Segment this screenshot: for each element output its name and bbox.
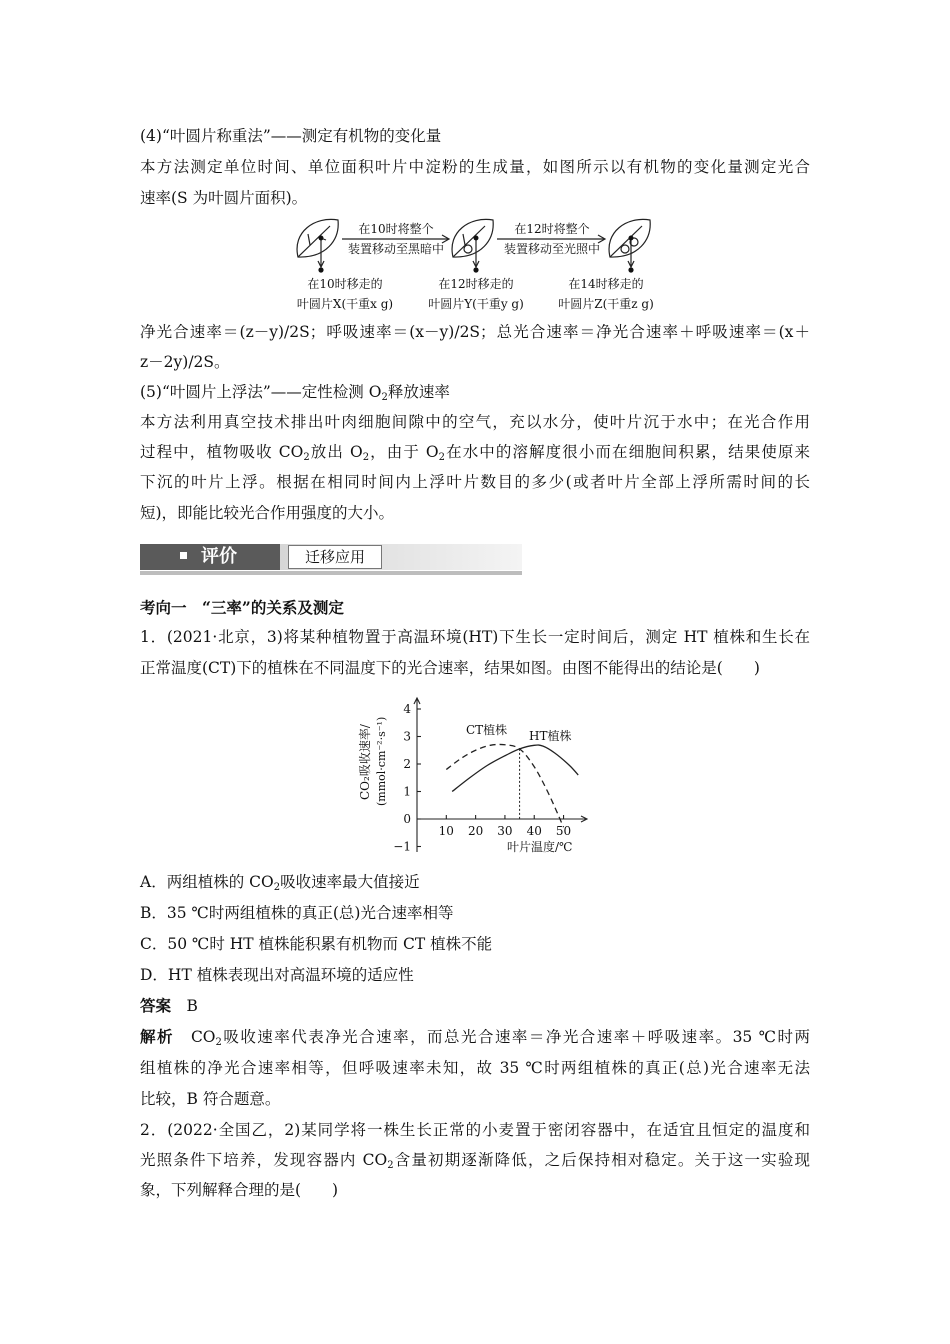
q1-analysis-line3: 比较，B 符合题意。 [140,1090,281,1108]
leaf-disc-diagram [290,212,670,315]
banner-left: 评价 [140,544,280,570]
leaf-1-icon [297,219,338,257]
leaf3-label-line2: 叶圆片Z(干重z g) [558,297,654,311]
leaf-2-icon [452,219,493,257]
section5-paragraph-line3: 下沉的叶片上浮。根据在相同时间内上浮叶片数目的多少(或者叶片全部上浮所需时间的长 [140,473,810,491]
y-tick-label: 2 [403,757,411,771]
q2-stem-line2: 光照条件下培养，发现容器内 $CO_2$含量初期逐渐降低，之后保持相对稳定。关于这一实验现 [140,1151,810,1171]
x-tick-label: 50 [555,824,572,838]
answer-value: B [186,997,198,1015]
legend-ct: CT植株 [466,723,508,737]
y-tick-label: 1 [403,784,411,799]
section5-paragraph-line2: 过程中，植物吸收 $CO_2$放出 $O_2$，由于 $O_2$在水中的溶解度很小而在细胞间积累，结果使原来 [140,443,811,463]
leaf1-label-line1: 在10时移走的 [307,277,383,291]
formula-line1: 净光合速率＝(z－y)/2S；呼吸速率＝(x－y)/2S；总光合速率＝净光合速率＋呼吸速率＝(x＋ [140,323,810,341]
x-tick-label: 20 [467,824,484,838]
y-tick-label: 4 [403,702,411,716]
topic-heading: 考向一 “三率”的关系及测定 [140,598,344,617]
leaf2-label-line1: 在12时移走的 [438,277,514,291]
y-tick-label: 3 [403,729,411,744]
formula-line2: z－2y)/2S。 [140,353,230,371]
arrow2-top-label: 在12时将整个 [514,222,590,236]
x-tick-label: 30 [497,824,513,838]
q1-analysis-line1: 解析 $CO_2$吸收速率代表净光合速率，而总光合速率＝净光合速率＋呼吸速率。35 ℃时两 [140,1027,810,1048]
q2-stem-line1: 2．(2022·全国乙，2)某同学将一株生长正常的小麦置于密闭容器中，在适宜且恒定的温度和 [140,1121,810,1139]
section5-paragraph-line4: 短)，即能比较光合作用强度的大小。 [140,504,395,522]
x-tick-label: 10 [438,824,454,838]
leaf1-label-line2: 叶圆片X(干重x g) [296,297,394,311]
square-icon [180,552,187,559]
y-axis-label-unit: (mmol·cm⁻²·s⁻¹) [375,716,388,806]
q1-option-a: A．两组植株的 $CO_2$吸收速率最大值接近 [140,873,420,893]
y-axis-label-main: CO₂吸收速率/ [358,724,372,800]
arrow1-top-label: 在10时将整个 [358,222,434,236]
arrow1-bottom-label: 装置移动至黑暗中 [347,242,445,256]
leaf2-label-line2: 叶圆片Y(干重y g) [428,297,524,311]
leaf3-label-line1: 在14时移走的 [568,277,644,291]
legend-ht: HT植株 [529,729,572,743]
arrow2-bottom-label: 装置移动至光照中 [503,242,601,256]
q1-option-d: D．HT 植株表现出对高温环境的适应性 [140,966,414,984]
x-axis-label: 叶片温度/℃ [507,840,573,854]
y-tick-label: −1 [393,839,411,854]
section-banner [140,540,522,576]
q1-stem-line1: 1．(2021·北京，3)将某种植物置于高温环境(HT)下生长一定时间后，测定 HT 植株和生长在 [140,628,810,646]
q2-stem-line3: 象，下列解释合理的是( ) [140,1181,339,1199]
q1-option-c: C．50 ℃时 HT 植株能积累有机物而 CT 植株不能 [140,935,493,953]
q1-answer [140,996,198,1016]
answer-label: 答案 [140,996,172,1015]
section5-heading: (5)“叶圆片上浮法”——定性检测 $O_2$释放速率 [140,383,450,403]
series-line-ct [446,744,563,827]
section4-heading: (4)“叶圆片称重法”——测定有机物的变化量 [140,127,442,145]
section4-paragraph-line2: 速率(S 为叶圆片面积)。 [140,189,308,207]
section4-paragraph-line1: 本方法测定单位时间、单位面积叶片中淀粉的生成量，如图所示以有机物的变化量测定光合 [140,158,810,176]
section5-paragraph-line1: 本方法利用真空技术排出叶肉细胞间隙中的空气，充以水分，使叶片沉于水中；在光合作用 [140,413,810,431]
q1-option-b: B．35 ℃时两组植株的真正(总)光合速率相等 [140,904,454,922]
banner-right-label: 迁移应用 [288,545,382,569]
x-tick-label: 40 [526,824,542,838]
y-tick-label: 0 [403,812,411,826]
co2-uptake-chart [355,688,615,864]
q1-stem-line2: 正常温度(CT)下的植株在不同温度下的光合速率，结果如图。由图不能得出的结论是( ) [140,659,760,677]
q1-analysis-line2: 组植株的净光合速率相等，但呼吸速率未知，故 35 ℃时两组植株的真正(总)光合速率无法 [140,1059,810,1077]
